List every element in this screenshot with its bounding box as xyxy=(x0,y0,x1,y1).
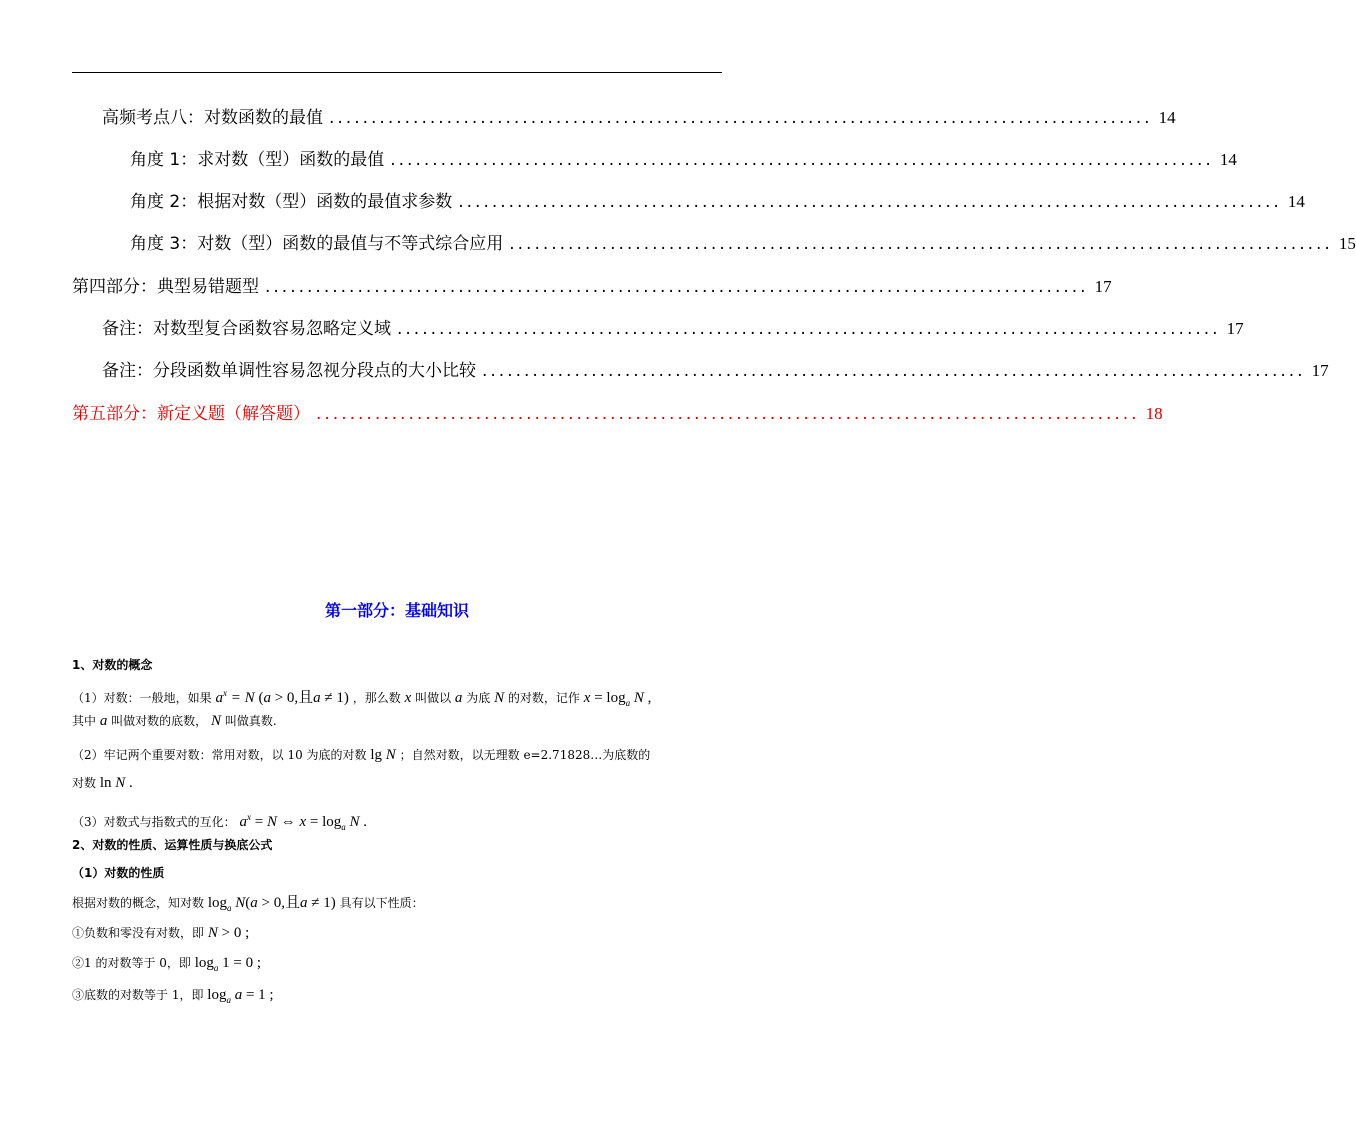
toc-entry-page: 17 xyxy=(1311,361,1329,380)
text: 的对数，记作 xyxy=(507,691,580,705)
text: ；自然对数，以无理数 e=2.71828…为底数的 xyxy=(399,748,651,762)
toc-entry-page: 14 xyxy=(1158,108,1176,127)
toc-entry-text: 高频考点八：对数函数的最值 xyxy=(102,108,323,128)
toc-entry-page: 18 xyxy=(1145,404,1163,423)
toc-entry-page: 17 xyxy=(1094,277,1112,296)
toc-entry[interactable] xyxy=(130,146,1237,174)
formula: $a^x = N$ ⇔ $x = \log_a N$ . xyxy=(239,812,368,832)
header-rule xyxy=(72,72,722,73)
toc-leader-dots: .................................................................................................. xyxy=(390,150,1214,170)
section-title: 第一部分：基础知识 xyxy=(324,601,469,620)
toc-entry-text: 角度 2：根据对数（型）函数的最值求参数 xyxy=(130,192,453,212)
text: （2）牢记两个重要对数：常用对数，以 10 为底的对数 xyxy=(72,748,367,762)
formula: $\log_a N(a > 0$,且a ≠ 1) xyxy=(207,895,336,913)
subheading-properties: （1）对数的性质 xyxy=(72,866,165,880)
text: 叫做对数的底数， xyxy=(111,714,208,728)
toc-entry-highlighted[interactable] xyxy=(72,400,1163,428)
formula: $\log_a 1 = 0$ ; xyxy=(194,955,262,973)
formula: ln N . xyxy=(99,775,133,791)
toc-entry-text: 第五部分：新定义题（解答题） xyxy=(72,404,310,424)
formula: $\log_a a = 1$ ; xyxy=(207,987,274,1005)
text: 为底 xyxy=(466,691,491,705)
formula: $x = \log_a N$ , xyxy=(583,690,652,708)
toc-entry-text: 角度 3：对数（型）函数的最值与不等式综合应用 xyxy=(130,234,504,254)
toc-leader-dots: .................................................................................................. xyxy=(397,319,1221,339)
formula: N xyxy=(211,713,222,729)
toc-leader-dots: .................................................................................................. xyxy=(329,108,1153,128)
toc-entry-text: 备注：对数型复合函数容易忽略定义域 xyxy=(102,319,391,339)
toc-entry[interactable] xyxy=(102,104,1176,132)
text: 叫做以 xyxy=(415,691,452,705)
formula: $a^x = N$ xyxy=(215,688,255,706)
toc-leader-dots: .................................................................................................. xyxy=(265,277,1089,297)
formula: N xyxy=(494,690,505,706)
paragraph xyxy=(72,706,277,736)
formula: (a > 0,且a ≠ 1) xyxy=(258,690,349,706)
toc-leader-dots: .................................................................................................. xyxy=(316,404,1140,424)
text: 其中 xyxy=(72,714,97,728)
formula: N > 0 ; xyxy=(207,925,250,941)
heading-concept: 1、对数的概念 xyxy=(72,658,153,672)
list-item xyxy=(72,948,261,983)
formula: a xyxy=(99,713,108,729)
toc-entry[interactable] xyxy=(102,357,1329,385)
toc-entry[interactable] xyxy=(130,230,1356,258)
formula: lg N xyxy=(370,747,396,763)
toc-entry-page: 15 xyxy=(1338,234,1356,253)
toc-entry[interactable] xyxy=(72,273,1112,301)
formula: x xyxy=(404,690,412,706)
text: （1）对数：一般地，如果 xyxy=(72,691,212,705)
paragraph xyxy=(72,768,133,798)
toc-entry-page: 14 xyxy=(1219,150,1237,169)
text: ，那么数 xyxy=(352,691,401,705)
text: 叫做真数. xyxy=(224,714,277,728)
text: ①负数和零没有对数，即 xyxy=(72,926,205,940)
text: ②1 的对数等于 0，即 xyxy=(72,956,191,970)
toc-entry-text: 备注：分段函数单调性容易忽视分段点的大小比较 xyxy=(102,361,476,381)
text: ③底数的对数等于 1，即 xyxy=(72,988,204,1002)
toc-leader-dots: .................................................................................................. xyxy=(482,361,1306,381)
text: 具有以下性质： xyxy=(339,896,424,910)
toc-entry[interactable] xyxy=(130,188,1305,216)
paragraph xyxy=(72,740,650,770)
list-item xyxy=(72,918,249,948)
toc-entry-page: 17 xyxy=(1226,319,1244,338)
toc-entry-text: 第四部分：典型易错题型 xyxy=(72,277,259,297)
list-item xyxy=(72,980,274,1015)
toc-leader-dots: .................................................................................................. xyxy=(458,192,1282,212)
toc-leader-dots: .................................................................................................. xyxy=(509,234,1333,254)
formula: a xyxy=(454,690,463,706)
text: 根据对数的概念，知对数 xyxy=(72,896,205,910)
text: 对数 xyxy=(72,776,97,790)
text: （3）对数式与指数式的互化： xyxy=(72,815,236,829)
toc-entry[interactable] xyxy=(102,315,1244,343)
toc-entry-page: 14 xyxy=(1287,192,1305,211)
heading-properties: 2、对数的性质、运算性质与换底公式 xyxy=(72,838,273,852)
toc-entry-text: 角度 1：求对数（型）函数的最值 xyxy=(130,150,385,170)
